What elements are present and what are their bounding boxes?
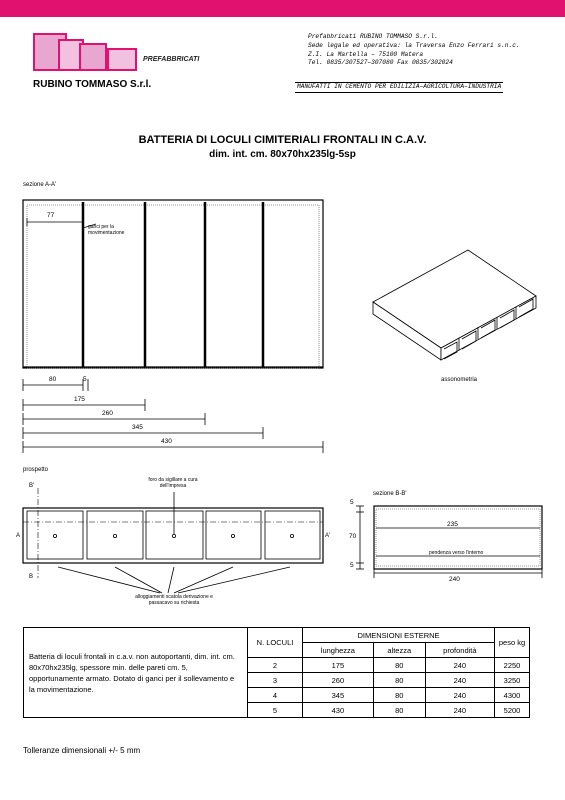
slope-note: pendenza verso l'interno	[429, 550, 484, 556]
wall-bottom-dim: 5	[350, 562, 354, 569]
cell-weight: 4300	[495, 688, 530, 703]
product-description: Batteria di loculi frontali in c.a.v. non autoportanti, dim. int. cm. 80x70hx235lg, spessore min. delle pareti cm. 5, opportunamente armato. Dotato di ganci per il sollevamento e la movimentazione.	[24, 628, 248, 718]
hole-note: foro da sigillare a cura dell'impresa	[148, 477, 198, 489]
cell-n: 3	[248, 673, 303, 688]
wall-top-dim: 5	[350, 499, 354, 506]
cell-length: 345	[303, 688, 374, 703]
mark-b: B	[29, 574, 34, 580]
dim-label: 175	[74, 396, 85, 403]
cell-height: 80	[373, 703, 425, 718]
dim-label: 260	[102, 410, 113, 417]
dim-label: 345	[132, 424, 143, 431]
address-line: Prefabbricati RUBINO TOMMASO S.r.l.	[308, 33, 438, 40]
cell-n: 2	[248, 658, 303, 673]
prospetto-label: prospetto	[23, 467, 49, 473]
cell-weight: 3250	[495, 673, 530, 688]
address-line: Z.I. La Martella – 75100 Matera	[308, 50, 424, 58]
axonometry-drawing	[373, 250, 536, 360]
cell-depth: 240	[425, 658, 494, 673]
prospetto-drawing	[23, 488, 323, 593]
cell-n: 5	[248, 703, 303, 718]
dim-label: 430	[161, 438, 172, 445]
mark-a: A	[16, 533, 21, 539]
housing-note: alloggiamenti scatola derivazione e passacavo su richiesta	[135, 594, 213, 606]
cell-height: 80	[373, 658, 425, 673]
col-header-length: lunghezza	[303, 643, 374, 658]
dim-label: 5	[83, 376, 87, 383]
cell-length: 260	[303, 673, 374, 688]
mark-a-prime: A'	[325, 533, 331, 539]
mark-b-prime: B'	[29, 483, 35, 489]
section-aa-drawing	[23, 200, 323, 368]
cell-length: 175	[303, 658, 374, 673]
section-aa-dimensions	[23, 379, 323, 453]
tagline: PREFABBRICATI	[143, 56, 200, 63]
company-name: RUBINO TOMMASO S.r.l.	[33, 79, 152, 90]
col-header-depth: profondità	[425, 643, 494, 658]
height-dim: 70	[349, 533, 357, 540]
col-header-height: altezza	[373, 643, 425, 658]
axonometry-label: assonometria	[441, 377, 478, 383]
col-header-n: N. LOCULI	[248, 628, 303, 658]
cell-depth: 240	[425, 688, 494, 703]
cell-depth: 240	[425, 673, 494, 688]
specs-table	[23, 627, 530, 718]
company-activity: MANUFATTI IN CEMENTO PER EDILIZIA–AGRICOLTURA–INDUSTRIA	[295, 82, 503, 93]
cell-height: 80	[373, 688, 425, 703]
cell-length: 430	[303, 703, 374, 718]
inner-width-dim: 77	[47, 212, 55, 219]
page-subtitle: dim. int. cm. 80x70hx235lg-5sp	[209, 149, 356, 160]
section-bb-label: sezione B-B'	[373, 491, 407, 497]
address-line: Tel. 0835/307527–307080 Fax 0835/302024	[308, 59, 453, 67]
cell-height: 80	[373, 673, 425, 688]
dim-label: 80	[49, 376, 57, 383]
address-line: Sede legale ed operativa: la Traversa Enzo Ferrari s.n.c.	[308, 41, 520, 49]
hooks-note: ganci per la movimentazione	[88, 224, 125, 236]
cell-weight: 5200	[495, 703, 530, 718]
total-length-dim: 240	[449, 576, 460, 583]
cell-weight: 2250	[495, 658, 530, 673]
page-title: BATTERIA DI LOCULI CIMITERIALI FRONTALI IN C.A.V.	[138, 134, 427, 146]
col-header-weight: peso kg	[495, 628, 530, 658]
cell-n: 4	[248, 688, 303, 703]
tolerance-note: Tolleranze dimensionali +/- 5 mm	[23, 746, 141, 755]
col-header-dimensions: DIMENSIONI ESTERNE	[303, 628, 495, 643]
cell-depth: 240	[425, 703, 494, 718]
section-aa-label: sezione A-A'	[23, 182, 57, 188]
length-dim: 235	[447, 521, 458, 528]
section-bb-drawing	[356, 506, 542, 578]
